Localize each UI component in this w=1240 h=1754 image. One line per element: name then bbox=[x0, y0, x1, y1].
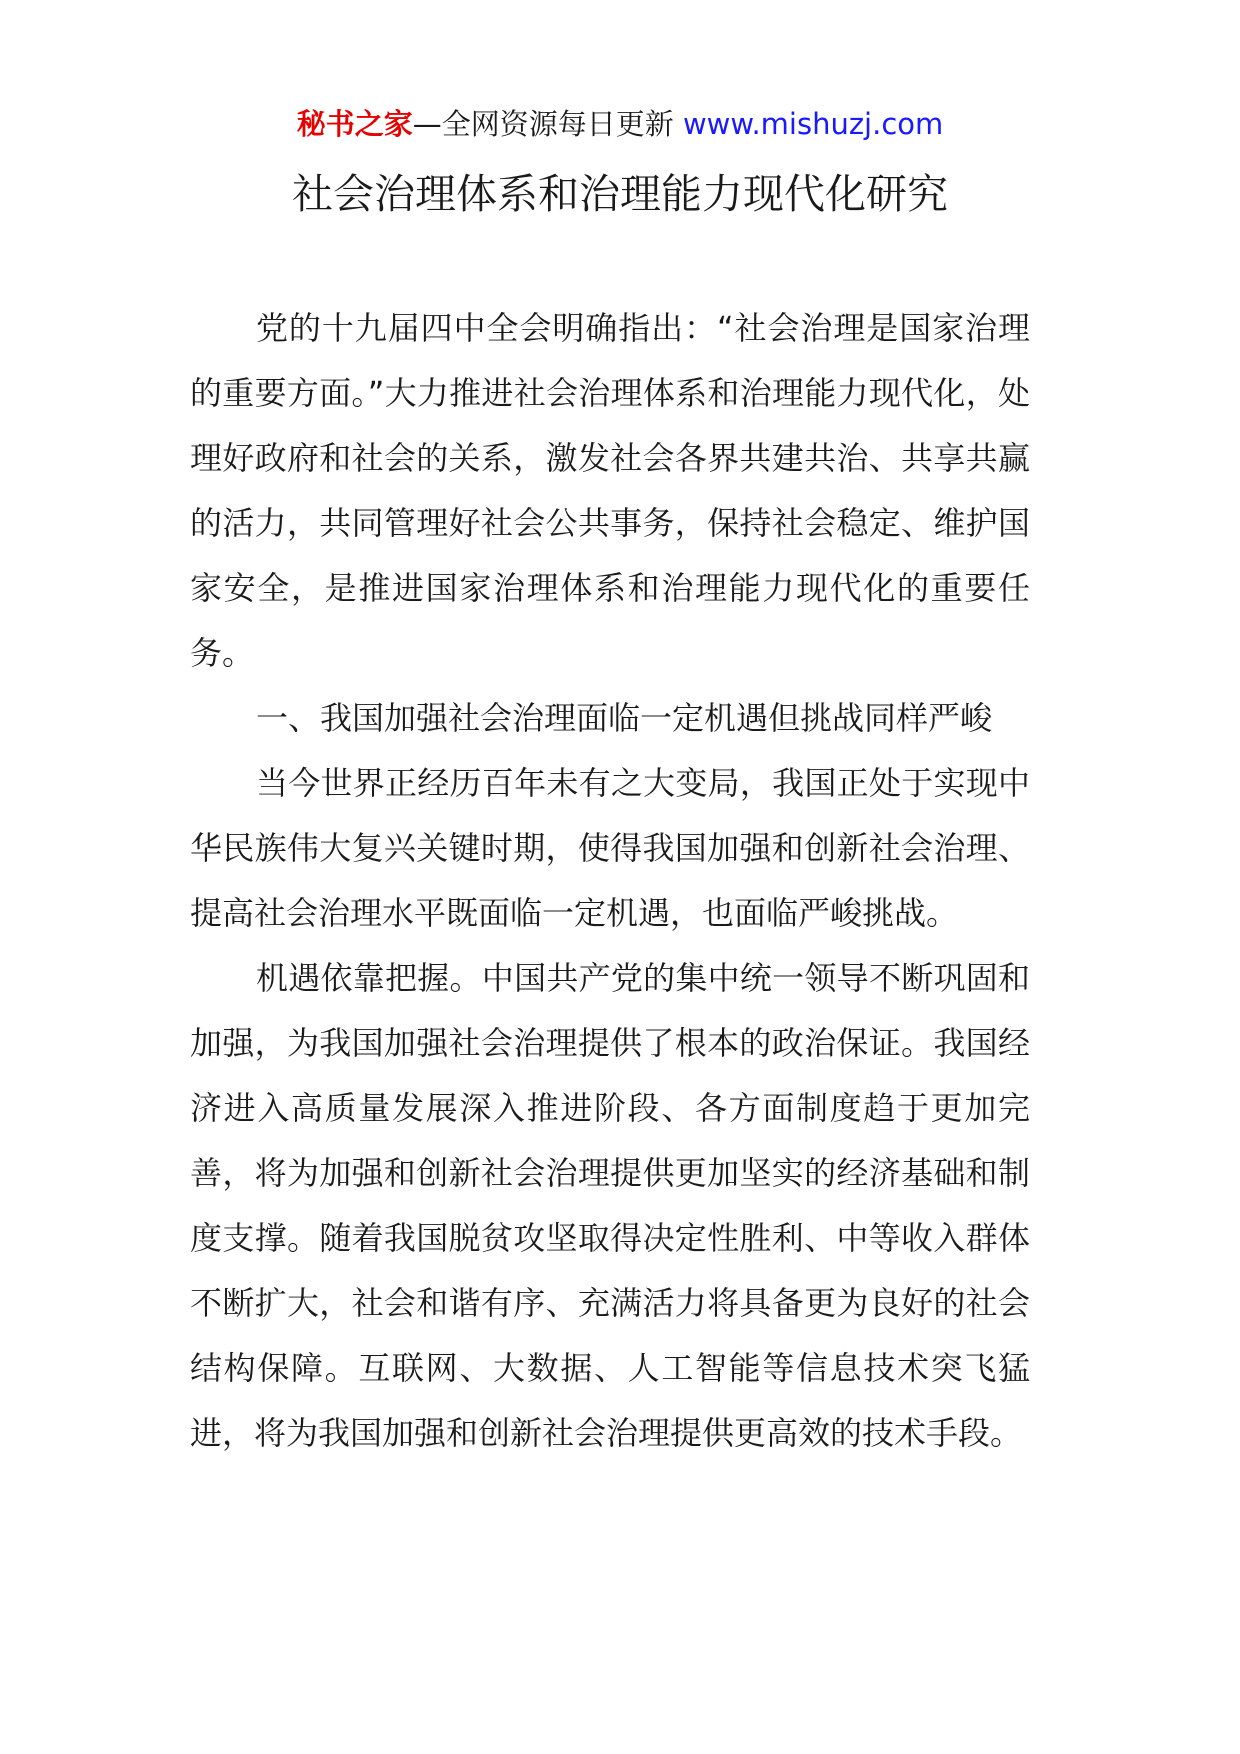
site-name: 秘书之家 bbox=[296, 107, 413, 141]
document-body bbox=[190, 296, 1030, 1466]
paragraph-intro: 党的十九届四中全会明确指出：“社会治理是国家治理的重要方面。”大力推进社会治理体系和治理能力现代化，处理好政府和社会的关系，激发社会各界共建共治、共享共赢的活力，共同管理好社会公共事务，保持社会稳定、维护国家安全，是推进国家治理体系和治理能力现代化的重要任务。 bbox=[190, 309, 1030, 672]
paragraph-opportunities: 机遇依靠把握。中国共产党的集中统一领导不断巩固和加强，为我国加强社会治理提供了根本的政治保证。我国经济进入高质量发展深入推进阶段、各方面制度趋于更加完善，将为加强和创新社会治理提供更加坚实的经济基础和制度支撑。随着我国脱贫攻坚取得决定性胜利、中等收入群体不断扩大，社会和谐有序、充满活力将具备更为良好的社会结构保障。互联网、大数据、人工智能等信息技术突飞猛进，将为我国加强和创新社会治理提供更高效的技术手段。 bbox=[190, 959, 1030, 1452]
site-url-link[interactable]: www.mishuzj.com bbox=[682, 107, 944, 141]
site-header bbox=[0, 104, 1240, 144]
paragraph-context: 当今世界正经历百年未有之大变局，我国正处于实现中华民族伟大复兴关键时期，使得我国加强和创新社会治理、提高社会治理水平既面临一定机遇，也面临严峻挑战。 bbox=[190, 764, 1030, 932]
site-tagline: —全网资源每日更新 bbox=[412, 107, 683, 141]
document-title: 社会治理体系和治理能力现代化研究 bbox=[292, 170, 948, 218]
section-heading: 一、我国加强社会治理面临一定机遇但挑战同样严峻 bbox=[256, 699, 993, 737]
